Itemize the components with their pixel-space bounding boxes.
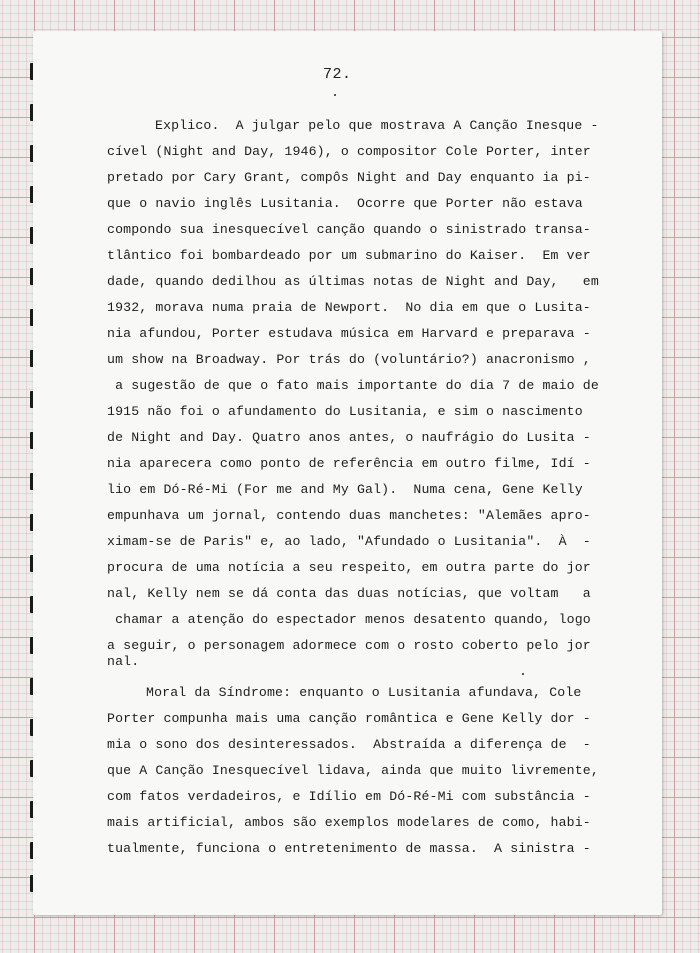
- text-line: Moral da Síndrome: enquanto o Lusitania afundava, Cole: [146, 685, 582, 700]
- text-line: tlântico foi bombardeado por um submarino do Kaiser. Em ver: [107, 248, 591, 263]
- text-line: um show na Broadway. Por trás do (voluntário?) anacronismo ,: [107, 352, 591, 367]
- text-line: dade, quando dedilhou as últimas notas de Night and Day, em: [107, 274, 599, 289]
- text-line: lio em Dó-Ré-Mi (For me and My Gal). Numa cena, Gene Kelly: [107, 482, 583, 497]
- text-line: Porter compunha mais uma canção romântica e Gene Kelly dor -: [107, 711, 591, 726]
- text-line: que o navio inglês Lusitania. Ocorre que Porter não estava: [107, 196, 583, 211]
- text-line: empunhava um jornal, contendo duas manchetes: "Alemães apro-: [107, 508, 591, 523]
- text-line: tualmente, funciona o entretenimento de massa. A sinistra -: [107, 841, 591, 856]
- text-line: nia afundou, Porter estudava música em Harvard e preparava -: [107, 326, 591, 341]
- text-line: 1915 não foi o afundamento do Lusitania, e sim o nascimento: [107, 404, 583, 419]
- text-line: Explico. A julgar pelo que mostrava A Canção Inesque -: [155, 118, 599, 133]
- typewritten-page: [33, 31, 662, 915]
- ink-dot: [334, 94, 336, 96]
- text-line: a sugestão de que o fato mais importante do dia 7 de maio de: [107, 378, 599, 393]
- text-line: ximam-se de Paris" e, ao lado, "Afundado o Lusitania". À -: [107, 534, 591, 549]
- text-line: nal.: [107, 654, 140, 669]
- text-line: cível (Night and Day, 1946), o compositor Cole Porter, inter: [107, 144, 591, 159]
- text-line: 1932, morava numa praia de Newport. No dia em que o Lusita-: [107, 300, 591, 315]
- text-line: nal, Kelly nem se dá conta das duas notícias, que voltam a: [107, 586, 591, 601]
- ink-dot: [522, 673, 524, 675]
- text-line: mia o sono dos desinteressados. Abstraída a diferença de -: [107, 737, 591, 752]
- text-line: pretado por Cary Grant, compôs Night and Day enquanto ia pi-: [107, 170, 591, 185]
- text-line: que A Canção Inesquecível lidava, ainda que muito livremente,: [107, 763, 599, 778]
- text-line: chamar a atenção do espectador menos desatento quando, logo: [107, 612, 591, 627]
- page-number: 72.: [323, 66, 352, 83]
- text-line: nia aparecera como ponto de referência em outro filme, Idí -: [107, 456, 591, 471]
- text-line: mais artificial, ambos são exemplos modelares de como, habi-: [107, 815, 591, 830]
- text-line: procura de uma notícia a seu respeito, em outra parte do jor: [107, 560, 591, 575]
- text-line: de Night and Day. Quatro anos antes, o naufrágio do Lusita -: [107, 430, 591, 445]
- text-line: a seguir, o personagem adormece com o rosto coberto pelo jor: [107, 638, 591, 653]
- text-line: com fatos verdadeiros, e Idílio em Dó-Ré-Mi com substância -: [107, 789, 591, 804]
- text-line: compondo sua inesquecível canção quando o sinistrado transa-: [107, 222, 591, 237]
